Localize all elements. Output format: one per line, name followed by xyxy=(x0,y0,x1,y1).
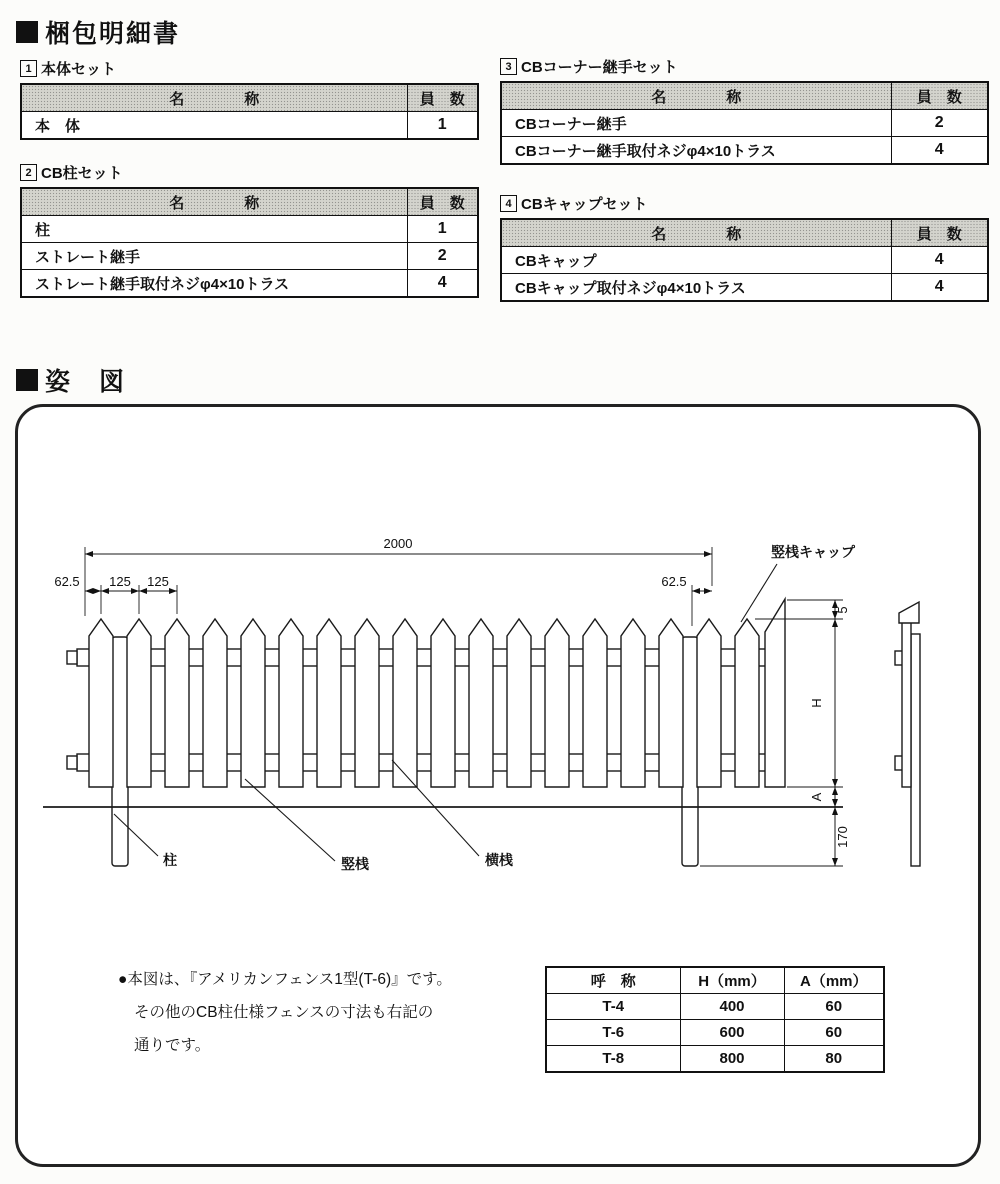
table-row xyxy=(21,270,478,298)
set-number-box: 3 xyxy=(500,58,517,75)
size-col-a: A（mm） xyxy=(784,967,884,994)
set-label: CBキャップセット xyxy=(521,196,648,213)
dim-pitch-b: 125 xyxy=(147,574,169,589)
set-number-box: 2 xyxy=(20,164,37,181)
header-row xyxy=(501,82,988,110)
size-cell: 800 xyxy=(680,1046,784,1073)
size-cell: T-8 xyxy=(546,1046,680,1073)
size-cell: 80 xyxy=(784,1046,884,1073)
section-title-packing-text: 梱包明細書 xyxy=(45,20,181,48)
fence-diagram xyxy=(15,404,975,909)
size-cell: T-6 xyxy=(546,1020,680,1046)
table-row xyxy=(501,274,988,302)
dim-right-offset: 62.5 xyxy=(661,574,687,589)
table-row xyxy=(21,112,478,140)
section-title-packing xyxy=(16,14,180,50)
col-header-qty: 員 数 xyxy=(407,188,478,216)
col-header-qty: 員 数 xyxy=(407,84,478,112)
size-col-h: H（mm） xyxy=(680,967,784,994)
col-header-name: 名 称 xyxy=(501,219,891,247)
part-qty: 2 xyxy=(407,243,478,270)
section-title-figure xyxy=(16,362,126,398)
side-view xyxy=(895,602,920,866)
packing-table-1 xyxy=(20,83,479,140)
part-qty: 4 xyxy=(891,247,988,274)
packing-table-3 xyxy=(500,81,989,165)
dim-cap-height: 5 xyxy=(835,606,850,614)
dimension-lines xyxy=(85,554,835,866)
packing-set-2-caption xyxy=(20,162,123,183)
table-row xyxy=(546,994,884,1020)
table-row xyxy=(501,110,988,137)
packing-set-3-caption xyxy=(500,56,678,77)
size-cell: 60 xyxy=(784,994,884,1020)
table-row xyxy=(21,243,478,270)
table-row xyxy=(501,137,988,165)
black-square-icon xyxy=(16,369,38,391)
part-name: CBキャップ取付ネジφ4×10トラス xyxy=(501,274,891,302)
part-name: 柱 xyxy=(21,216,407,243)
label-rail: 横桟 xyxy=(485,852,513,868)
header-row xyxy=(21,188,478,216)
set-label: CB柱セット xyxy=(41,165,123,182)
label-picket: 竪桟 xyxy=(341,856,369,872)
part-qty: 2 xyxy=(891,110,988,137)
table-row xyxy=(501,247,988,274)
header-row xyxy=(546,967,884,994)
dim-left-offset: 62.5 xyxy=(54,574,80,589)
note-line: その他のCB柱仕様フェンスの寸法も右記の xyxy=(134,1004,434,1021)
dim-overall-width: 2000 xyxy=(383,536,413,551)
part-name: CBコーナー継手 xyxy=(501,110,891,137)
packing-table-2 xyxy=(20,187,479,298)
size-cell: T-4 xyxy=(546,994,680,1020)
col-header-qty: 員 数 xyxy=(891,219,988,247)
part-qty: 1 xyxy=(407,216,478,243)
part-name: ストレート継手 xyxy=(21,243,407,270)
part-name: 本 体 xyxy=(21,112,407,140)
set-label: CBコーナー継手セット xyxy=(521,59,678,76)
part-qty: 1 xyxy=(407,112,478,140)
size-cell: 60 xyxy=(784,1020,884,1046)
packing-table-4 xyxy=(500,218,989,302)
extension-lines xyxy=(85,547,843,866)
picket-cap-end xyxy=(765,599,785,787)
set-number-box: 1 xyxy=(20,60,37,77)
col-header-name: 名 称 xyxy=(21,84,407,112)
figure-note xyxy=(118,963,478,1062)
part-name: CBコーナー継手取付ネジφ4×10トラス xyxy=(501,137,891,165)
size-cell: 600 xyxy=(680,1020,784,1046)
label-picket-cap: 竪桟キャップ xyxy=(771,544,855,560)
part-name: ストレート継手取付ネジφ4×10トラス xyxy=(21,270,407,298)
table-row xyxy=(546,1046,884,1073)
section-title-figure-text: 姿 図 xyxy=(45,368,127,396)
header-row xyxy=(21,84,478,112)
dim-pitch-a: 125 xyxy=(109,574,131,589)
size-table xyxy=(545,966,885,1073)
table-row xyxy=(21,216,478,243)
col-header-qty: 員 数 xyxy=(891,82,988,110)
dim-ground-clearance: A xyxy=(809,792,824,802)
header-row xyxy=(501,219,988,247)
part-qty: 4 xyxy=(407,270,478,298)
note-line: ●本図は、『アメリカンフェンス1型(T-6)』です。 xyxy=(118,971,452,988)
size-cell: 400 xyxy=(680,994,784,1020)
note-line: 通りです。 xyxy=(134,1037,211,1054)
set-label: 本体セット xyxy=(41,61,117,78)
col-header-name: 名 称 xyxy=(21,188,407,216)
part-name: CBキャップ xyxy=(501,247,891,274)
col-header-name: 名 称 xyxy=(501,82,891,110)
dim-fence-height: H xyxy=(809,698,824,708)
packing-set-4-caption xyxy=(500,193,648,214)
part-qty: 4 xyxy=(891,274,988,302)
part-qty: 4 xyxy=(891,137,988,165)
packing-set-1-caption xyxy=(20,58,116,79)
table-row xyxy=(546,1020,884,1046)
label-post: 柱 xyxy=(163,852,177,868)
black-square-icon xyxy=(16,21,38,43)
dim-embed-depth: 170 xyxy=(835,826,850,848)
size-col-designation: 呼 称 xyxy=(546,967,680,994)
set-number-box: 4 xyxy=(500,195,517,212)
